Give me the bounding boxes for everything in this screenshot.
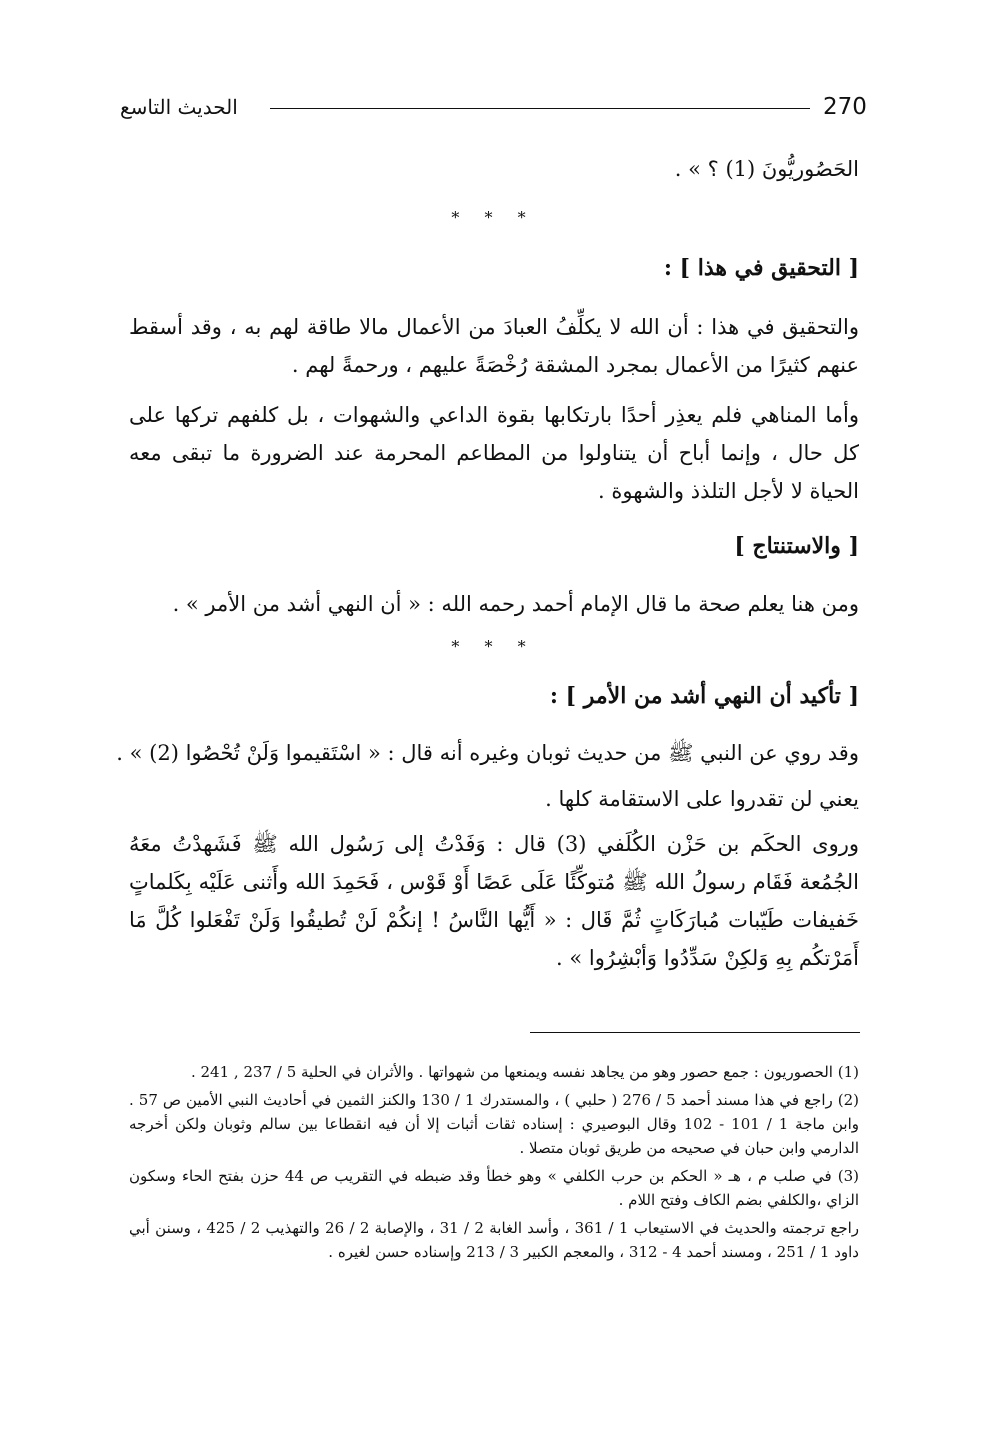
footnote-2: (2) راجع في هذا مسند أحمد 5 / 276 ( حلبي ) ، والمستدرك 1 / 130 والكنز الثمين في أحاديث النبي الأمين ص 57 . وابن ماجة 1 / 101 - 102 وقال البوصيري : إسناده ثقات أثبات إلا أن فيه انقطاعا بين سالم وثوبان ولكن أخرجه الدارمي وابن حبان في صحيحه من طريق ثوبان متصلا . [129, 1091, 859, 1157]
header-rule [270, 108, 810, 109]
page-header [120, 92, 867, 126]
footnote-3: (3) في صلب م ، هـ « الحكم بن حرب الكلفي » وهو خطأ وقد ضبطه في التقريب ص 44 حزن بفتح الحاء وسكون الزاي ،والكلفي بضم الكاف وفتح اللام . [129, 1167, 859, 1209]
footnote-rule [530, 1032, 860, 1033]
paragraph-hadith-thawban: وقد روي عن النبي ﷺ من حديث ثوبان وغيره أنه قال : « اسْتَقيموا وَلَنْ تُحْصُوا (2) » . [116, 741, 859, 765]
footnotes [129, 1060, 859, 1268]
heading-verification: [ التحقيق في هذا ] : [663, 255, 859, 281]
footnote-1: (1) الحصوريون : جمع حصور وهو من يجاهد نفسه ويمنعها من شهواتها . والأثران في الحلية 5 / 237 , 241 . [190, 1063, 859, 1081]
page-number: 270 [823, 94, 867, 120]
heading-conclusion: [ والاستنتاج ] [734, 533, 859, 559]
running-title: الحديث التاسع [120, 95, 238, 119]
footnote-3-continued: راجع ترجمته والحديث في الاستيعاب 1 / 361 ، وأسد الغابة 2 / 31 ، والإصابة 2 / 26 والتهذيب 2 / 425 ، وسنن أبي داود 1 / 251 ، ومسند أحمد 4 - 312 ، والمعجم الكبير 3 / 213 وإسناده حسن لغيره . [129, 1219, 860, 1261]
paragraph-hakam-hadith: وروى الحكَم بن حَزْن الكُلَفي (3) قال : وَفَدْتُ إلى رَسُول الله ﷺ فَشَهدْتُ معَهُ الجُمُعة فَقَام رسولُ الله ﷺ مُتوكِّئًا عَلَى عَصًا أَوْ قَوْس ، فَحَمِدَ الله وأَثنى عَلَيْه بِكَلماتٍ خَفيفات طَيّبات مُبارَكَاتٍ ثُمَّ قَال : « أَيُّها النَّاسُ ! إنكُمْ لَنْ تُطيقُوا وَلَنْ تَفْعَلوا كُلَّ مَا أَمَرْتكُم بِهِ وَلكِنْ سَدِّدُوا وَأبْشِرُوا » . [129, 832, 859, 970]
paragraph-conclusion: ومن هنا يعلم صحة ما قال الإمام أحمد رحمه الله : « أن النهي أشد من الأمر » . [172, 592, 859, 616]
paragraph-verification-2: وأما المناهي فلم يعذِر أحدًا بارتكابها بقوة الداعي والشهوات ، بل كلفهم تركها على كل حال ، وإنما أباح أن يتناولوا من المطاعم المحرمة عند الضرورة ما تبقى معه الحياة لا لأجل التلذذ والشهوة . [129, 403, 859, 503]
section-separator-1: * * * [451, 208, 536, 227]
heading-prohibition: [ تأكيد أن النهي أشد من الأمر ] : [549, 683, 859, 709]
paragraph-verification-1: والتحقيق في هذا : أن الله لا يكلِّفُ العبادَ من الأعمال مالا طاقة لهم به ، وقد أسقط عنهم كثيرًا من الأعمال بمجرد المشقة رُخْصَةً عليهم ، ورحمةً لهم . [129, 315, 859, 377]
section-separator-2: * * * [451, 637, 536, 656]
paragraph-explanation: يعني لن تقدروا على الاستقامة كلها . [545, 787, 859, 811]
continuation-line: الحَصُوريُّونَ (1) ؟ » . [674, 157, 859, 181]
